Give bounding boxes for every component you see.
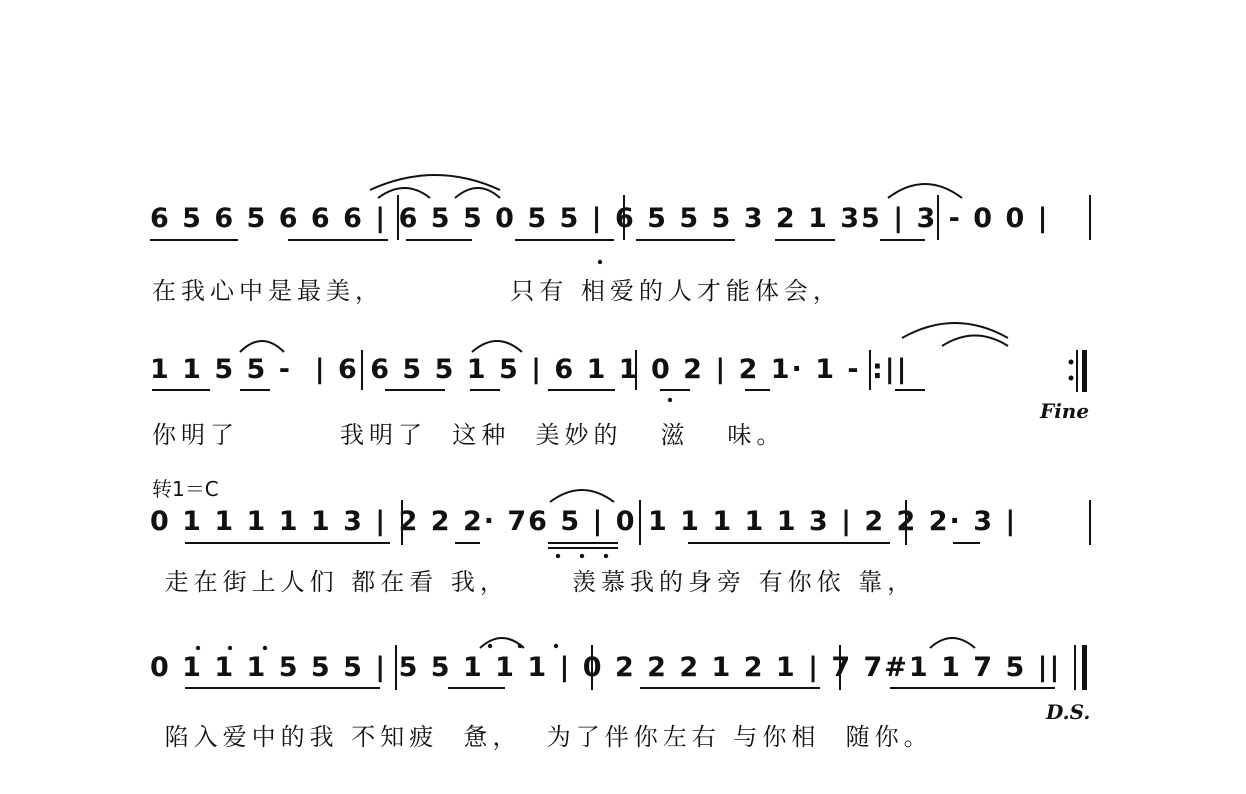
final-barline — [1082, 645, 1087, 690]
lyrics-line-1: 在我心中是最美， 只有 相爱的人才能体会， — [152, 277, 842, 305]
slur-arc — [240, 341, 284, 352]
slur-arc — [378, 188, 430, 198]
slur-arc — [480, 638, 524, 648]
slur-arc — [902, 323, 1008, 338]
ds-marking: D.S. — [1046, 700, 1091, 724]
final-barline — [1082, 350, 1087, 392]
slur-arc — [930, 638, 975, 648]
notation-line-2: 1 1 5 5 - | 6 6 5 5 1 5 | 6 1 1 0 2 | 2 1· 1 - :|| — [150, 354, 909, 385]
lyrics-line-2: 你明了 我明了 这种 美妙的 滋 味。 — [152, 421, 786, 449]
slur-arc — [472, 341, 522, 352]
slur-arc — [942, 336, 1008, 347]
lyrics-line-4: 陷入爱中的我 不知疲 惫， 为了伴你左右 与你相 随你。 — [152, 723, 933, 751]
key-change-label: 转1＝C — [152, 477, 219, 501]
slur-arc — [888, 184, 962, 198]
notation-line-1: 6 5 6 5 6 6 6 | 6 5 5 0 5 5 | 6 5 5 5 3 2 1 35 | 3 - 0 0 | — [150, 203, 1050, 234]
notation-line-4: 0 1 1 1 5 5 5 | 5 5 1 1 1 | 0 2 2 2 1 2 1 | 7 7#1 1 7 5 || — [150, 652, 1062, 683]
lyrics-line-3: 走在街上人们 都在看 我， 羡慕我的身旁 有你依 靠， — [152, 568, 917, 596]
slur-arc — [550, 490, 614, 502]
fine-marking: Fine — [1040, 399, 1090, 423]
notation-line-3: 0 1 1 1 1 1 3 | 2 2 2· 76 5 | 0 1 1 1 1 1 3 | 2 2 2· 3 | — [150, 506, 1018, 537]
slur-arc — [455, 188, 500, 198]
